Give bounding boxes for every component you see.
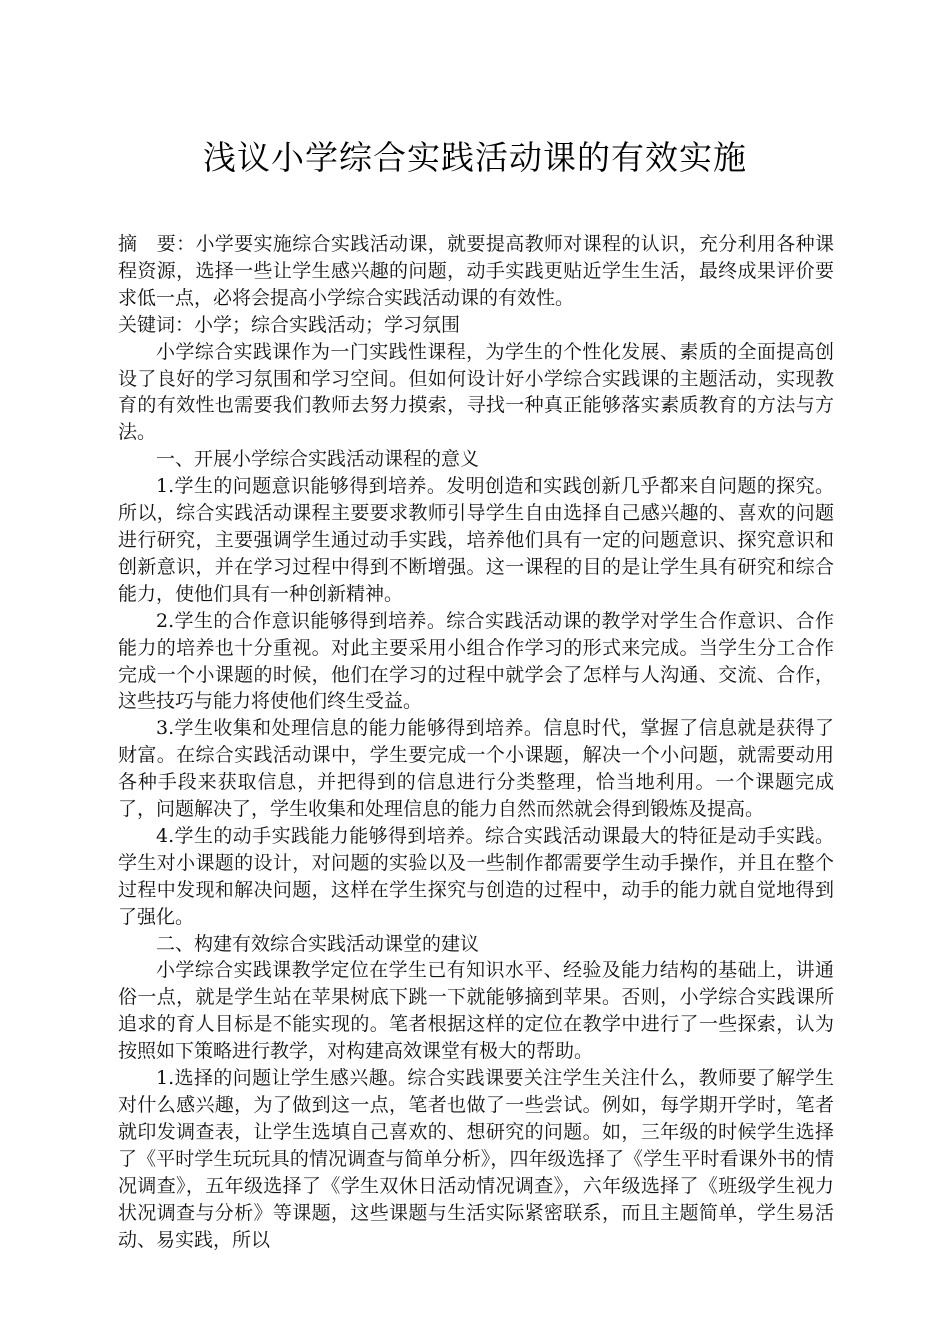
paragraph-point-1-1: 1.学生的问题意识能够得到培养。发明创造和实践创新几乎都来自问题的探究。所以，综合实践活动课程主要要求教师引导学生自由选择自己感兴趣的、喜欢的问题进行研究，主要强调学生通过动手实践，培养他们具有一定的问题意识、探究意识和创新意识，并在学习过程中得到不断增强。这一课程的目的是让学生具有研究和综合能力，使他们具有一种创新精神。: [118, 475, 834, 605]
paragraph-intro: 小学综合实践课作为一门实践性课程，为学生的个性化发展、素质的全面提高创设了良好的学习氛围和学习空间。但如何设计好小学综合实践课的主题活动，实现教育的有效性也需要我们教师去努力摸索，寻找一种真正能够落实素质教育的方法与方法。: [118, 340, 834, 444]
document-body: [118, 231, 834, 1253]
paragraph-point-1-4: 4.学生的动手实践能力能够得到培养。综合实践活动课最大的特征是动手实践。学生对小课题的设计，对问题的实验以及一些制作都需要学生动手操作，并且在整个过程中发现和解决问题，这样在学生探究与创造的过程中，动手的能力就自觉地得到了强化。: [118, 824, 834, 928]
paragraph-point-1-3: 3.学生收集和处理信息的能力能够得到培养。信息时代，掌握了信息就是获得了财富。在综合实践活动课中，学生要完成一个小课题，解决一个小问题，就需要动用各种手段来获取信息，并把得到的信息进行分类整理，恰当地利用。一个课题完成了，问题解决了，学生收集和处理信息的能力自然而然就会得到锻炼及提高。: [118, 717, 834, 821]
paragraph-heading-2: 二、构建有效综合实践活动课堂的建议: [156, 932, 480, 955]
paragraph-keywords: 关键词：小学；综合实践活动；学习氛围: [118, 313, 461, 336]
paragraph-point-2-1: 1.选择的问题让学生感兴趣。综合实践课要关注学生关注什么，教师要了解学生对什么感兴趣，为了做到这一点，笔者也做了一些尝试。例如，每学期开学时，笔者就印发调查表，让学生选填自己喜欢的、想研究的问题。如，三年级的时候学生选择了《平时学生玩玩具的情况调查与简单分析》，四年级选择了《学生平时看课外书的情况调查》，五年级选择了《学生双休日活动情况调查》，六年级选择了《班级学生视力状况调查与分析》等课题，这些课题与生活实际紧密联系，而且主题简单，学生易活动、易实践，所以: [118, 1067, 834, 1251]
paragraph-section-2-intro: 小学综合实践课教学定位在学生已有知识水平、经验及能力结构的基础上，讲通俗一点，就是学生站在苹果树底下跳一下就能够摘到苹果。否则，小学综合实践课所追求的育人目标是不能实现的。笔者根据这样的定位在教学中进行了一些探索，认为按照如下策略进行教学，对构建高效课堂有极大的帮助。: [118, 959, 834, 1063]
paragraph-point-1-2: 2.学生的合作意识能够得到培养。综合实践活动课的教学对学生合作意识、合作能力的培养也十分重视。对此主要采用小组合作学习的形式来完成。当学生分工合作完成一个小课题的时候，他们在学习的过程中就学会了怎样与人沟通、交流、合作，这些技巧与能力将使他们终生受益。: [118, 609, 834, 713]
paragraph-abstract: 摘 要：小学要实施综合实践活动课，就要提高教师对课程的认识，充分利用各种课程资源，选择一些让学生感兴趣的问题，动手实践更贴近学生生活，最终成果评价要求低一点，必将会提高小学综合实践活动课的有效性。: [118, 233, 834, 309]
paragraph-heading-1: 一、开展小学综合实践活动课程的意义: [156, 448, 480, 471]
document-title: 浅议小学综合实践活动课的有效实施: [203, 138, 747, 177]
